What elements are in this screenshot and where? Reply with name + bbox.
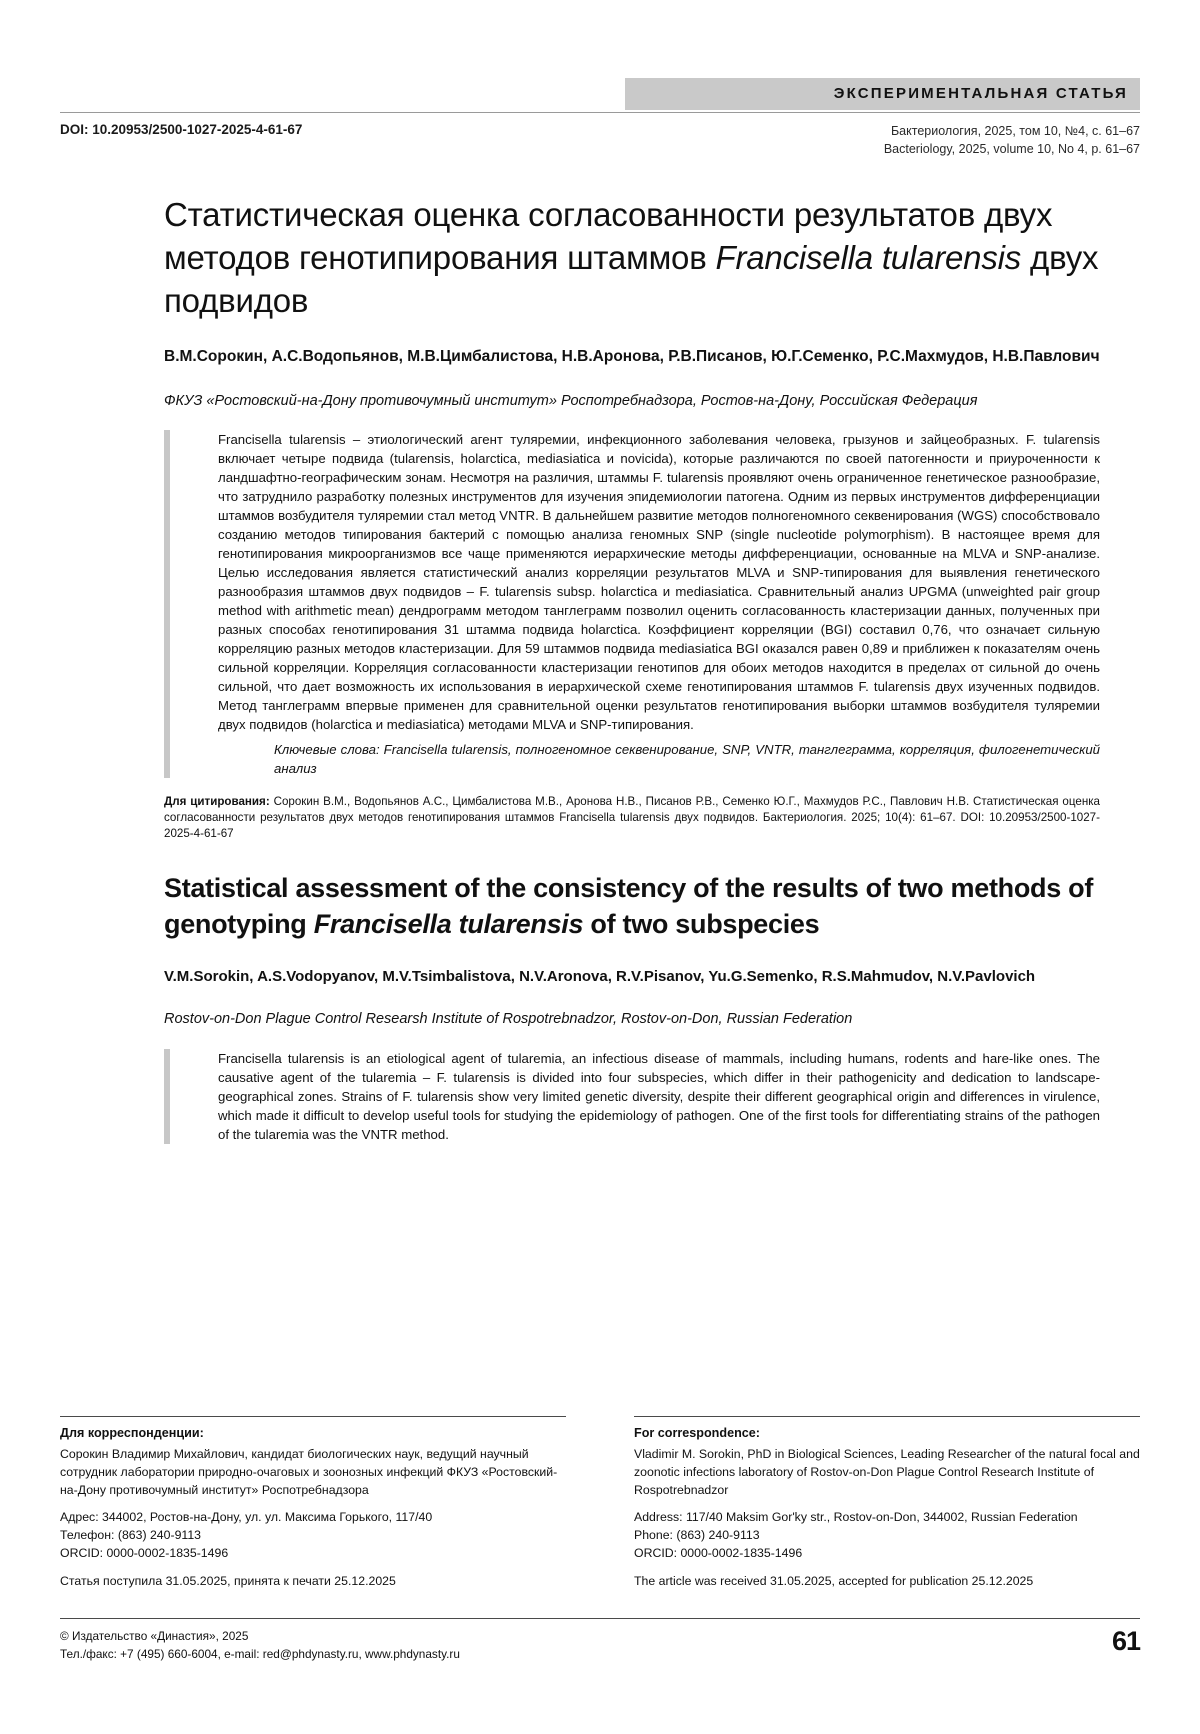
- title-ru-part1: Статистическая оценка согласованности результатов двух методов генотипирования штаммов: [164, 196, 1053, 277]
- correspondence-ru-title: Для корреспонденции:: [60, 1426, 204, 1440]
- affiliation-ru: ФКУЗ «Ростовский-на-Дону противочумный институт» Роспотребнадзора, Ростов-на-Дону, Российская Федерация: [164, 392, 978, 409]
- correspondence-ru-phone: Телефон: (863) 240-9113: [60, 1528, 202, 1543]
- citation-block: [60, 794, 1140, 841]
- affiliation-en: Rostov-on-Don Plague Control Researsh Institute of Rospotrebnadzor, Rostov-on-Don, Russian Federation: [164, 1011, 853, 1028]
- header-rule: [60, 112, 1140, 113]
- authors-en: V.M.Sorokin, A.S.Vodopyanov, M.V.Tsimbalistova, N.V.Aronova, R.V.Pisanov, Yu.G.Semenko, R.S.Mahmudov, N.V.Pavlovich: [164, 968, 1036, 986]
- abstract-en-body: Francisella tularensis is an etiological agent of tularemia, an infectious disease of mammals, including humans, rodents and hare-like ones. The causative agent of the tularemia – F. tularensis is divided into four subspecies, which differ in their pathogenicity and dedication to landscape-geographical zones. Strains of F. tularensis show very limited genetic diversity, despite their different geographical origin and differences in virulence, which made it difficult to develop useful tools for studying the epidemiology of pathogen. One of the first tools for differentiating strains of the pathogen of the tularemia was the VNTR method.: [218, 1051, 1100, 1143]
- footer-rule: [60, 1618, 1140, 1619]
- correspondence-en-column: [600, 1416, 1140, 1591]
- keywords-ru-text: Francisella tularensis, полногеномное секвенирование, SNP, VNTR, танглеграмма, корреляция, филогенетический анализ: [274, 742, 1100, 777]
- spacer: [634, 1563, 1140, 1573]
- keywords-ru: [218, 740, 1100, 778]
- correspondence-en-rule: [634, 1416, 1140, 1417]
- spacer: [634, 1499, 1140, 1509]
- journal-reference: [884, 122, 1140, 158]
- correspondence-section: [60, 1416, 1140, 1591]
- journal-reference-en: Bacteriology, 2025, volume 10, No 4, p. 61–67: [883, 142, 1140, 157]
- correspondence-en-title: For correspondence:: [634, 1426, 760, 1440]
- abstract-en-block: [60, 1049, 1140, 1144]
- page-title-en: [60, 871, 1140, 943]
- section-label: ЭКСПЕРИМЕНТАЛЬНАЯ СТАТЬЯ: [833, 85, 1128, 102]
- citation-text: Сорокин В.М., Водопьянов А.С., Цимбалистова М.В., Аронова Н.В., Писанов Р.В., Семенко Ю.Г., Махмудов Р.С., Павлович Н.В. Статистическая оценка согласованности результатов двух методов генотипирования штаммов Francisella tularensis двух подвидов. Бактериология. 2025; 10(4): 61–67. DOI: 10.20953/2500-1027-2025-4-61-67: [164, 795, 1100, 840]
- spacer: [60, 1499, 566, 1509]
- journal-reference-ru: Бактериология, 2025, том 10, №4, с. 61–67: [890, 124, 1140, 138]
- article-page: [0, 78, 1200, 1734]
- correspondence-ru-column: [60, 1416, 600, 1591]
- keywords-ru-label: Ключевые слова:: [274, 742, 380, 758]
- correspondence-en-orcid: ORCID: 0000-0002-1835-1496: [634, 1546, 803, 1561]
- abstract-ru-accent-bar: [164, 430, 170, 778]
- footer-publisher: [60, 1628, 460, 1663]
- spacer: [60, 1563, 566, 1573]
- authors-ru: В.М.Сорокин, А.С.Водопьянов, М.В.Цимбалистова, Н.В.Аронова, Р.В.Писанов, Ю.Г.Семенко, Р.С.Махмудов, Н.В.Павлович: [164, 348, 1100, 366]
- footer-copyright: © Издательство «Династия», 2025: [60, 1629, 249, 1643]
- abstract-en-accent-bar: [164, 1049, 170, 1144]
- title-en-species: Francisella tularensis: [313, 909, 584, 940]
- doi-row: [60, 122, 1140, 158]
- correspondence-en-body: Vladimir M. Sorokin, PhD in Biological Sciences, Leading Researcher of the natural focal and zoonotic infections laboratory of Rostov-on-Don Plague Control Research Institute of Rospotrebnadzor: [634, 1447, 1140, 1497]
- abstract-ru-block: [60, 430, 1140, 778]
- correspondence-en-address: Address: 117/40 Maksim Gor'ky str., Rostov-on-Don, 344002, Russian Federation: [634, 1510, 1078, 1525]
- title-en-part2: of two subspecies: [583, 909, 820, 940]
- correspondence-en-phone: Phone: (863) 240-9113: [634, 1528, 760, 1543]
- section-header-band: [60, 78, 1140, 112]
- doi-text: DOI: 10.20953/2500-1027-2025-4-61-67: [60, 122, 303, 137]
- correspondence-ru-body: Сорокин Владимир Михайлович, кандидат биологических наук, ведущий научный сотрудник лаборатории природно-очаговых и зоонозных инфекций ФКУЗ «Ростовский-на-Дону противочумный институт» Роспотребнадзора: [60, 1447, 558, 1497]
- page-title-ru: [60, 194, 1140, 323]
- abstract-ru-text: Francisella tularensis – этиологический агент туляремии, инфекционного заболевания человека, грызунов и зайцеобразных. F. tularensis включает четыре подвида (tularensis, holarctica, mediasiatica и novicida), которые различаются по своей патогенности и приуроченности к ландшафтно-географическим зонам. Несмотря на различия, штаммы F. tularensis проявляют очень ограниченное генетическое разнообразие, что затруднило разработку полезных инструментов для изучения эпидемиологии патогена. Одним из первых инструментов дифференциации штаммов возбудителя туляремии стал метод VNTR. В дальнейшем развитие методов полногеномного секвенирования (WGS) способствовало созданию методов типирования бактерий с помощью анализа геномных SNP (single nucleotide polymorphism). В настоящее время для генотипирования микроорганизмов все чаще применяются иерархические методы дифференциации, основанные на MLVA и SNP-анализе. Целью исследования является статистический анализ корреляции результатов MLVA и SNP-типирования для выявления генетического разнообразия штаммов двух подвидов – F. tularensis subsp. holarctica и mediasiatica. Сравнительный анализ UPGMA (unweighted pair group method with arithmetic mean) дендрограмм методом танглеграмм позволил оценить согласованность кластеризации данных, полученных при разных способах генотипирования 31 штамма подвида holarctica. Коэффициент корреляции (BGI) составил 0,76, что означает сильную корреляцию разных методов кластеризации. Для 59 штаммов подвида mediasiatica BGI оказался равен 0,89 и приближен к показателям очень сильной корреляции. Корреляция согласованности кластеризации генотипов для обоих методов находится в пределах от сильной до очень сильной, что дает возможность их использования в иерархической схеме генотипирования штаммов F. tularensis двух изученных подвидов. Метод танглеграмм впервые применен для сравнительной оценки результатов генотипирования выборки штаммов возбудителя туляремии двух подвидов (holarctica и mediasiatica) методами MLVA и SNP-типирования.: [218, 432, 1100, 733]
- footer-contacts: Тел./факс: +7 (495) 660-6004, e-mail: red@phdynasty.ru, www.phdynasty.ru: [60, 1646, 460, 1661]
- title-ru-part2: двух подвидов: [164, 239, 1099, 320]
- title-ru-species: Francisella tularensis: [715, 239, 1022, 277]
- correspondence-ru-received: Статья поступила 31.05.2025, принята к печати 25.12.2025: [60, 1573, 396, 1588]
- title-en-part1: Statistical assessment of the consistency of the results of two methods of genotyping: [164, 873, 1094, 940]
- correspondence-en-received: The article was received 31.05.2025, accepted for publication 25.12.2025: [634, 1573, 1034, 1588]
- abstract-ru-body: [218, 430, 1100, 778]
- correspondence-ru-rule: [60, 1416, 566, 1417]
- correspondence-ru-address: Адрес: 344002, Ростов-на-Дону, ул. ул. Максима Горького, 117/40: [60, 1510, 433, 1525]
- page-number: 61: [1111, 1626, 1140, 1656]
- correspondence-ru-orcid: ORCID: 0000-0002-1835-1496: [60, 1546, 229, 1561]
- citation-label: Для цитирования:: [164, 795, 270, 809]
